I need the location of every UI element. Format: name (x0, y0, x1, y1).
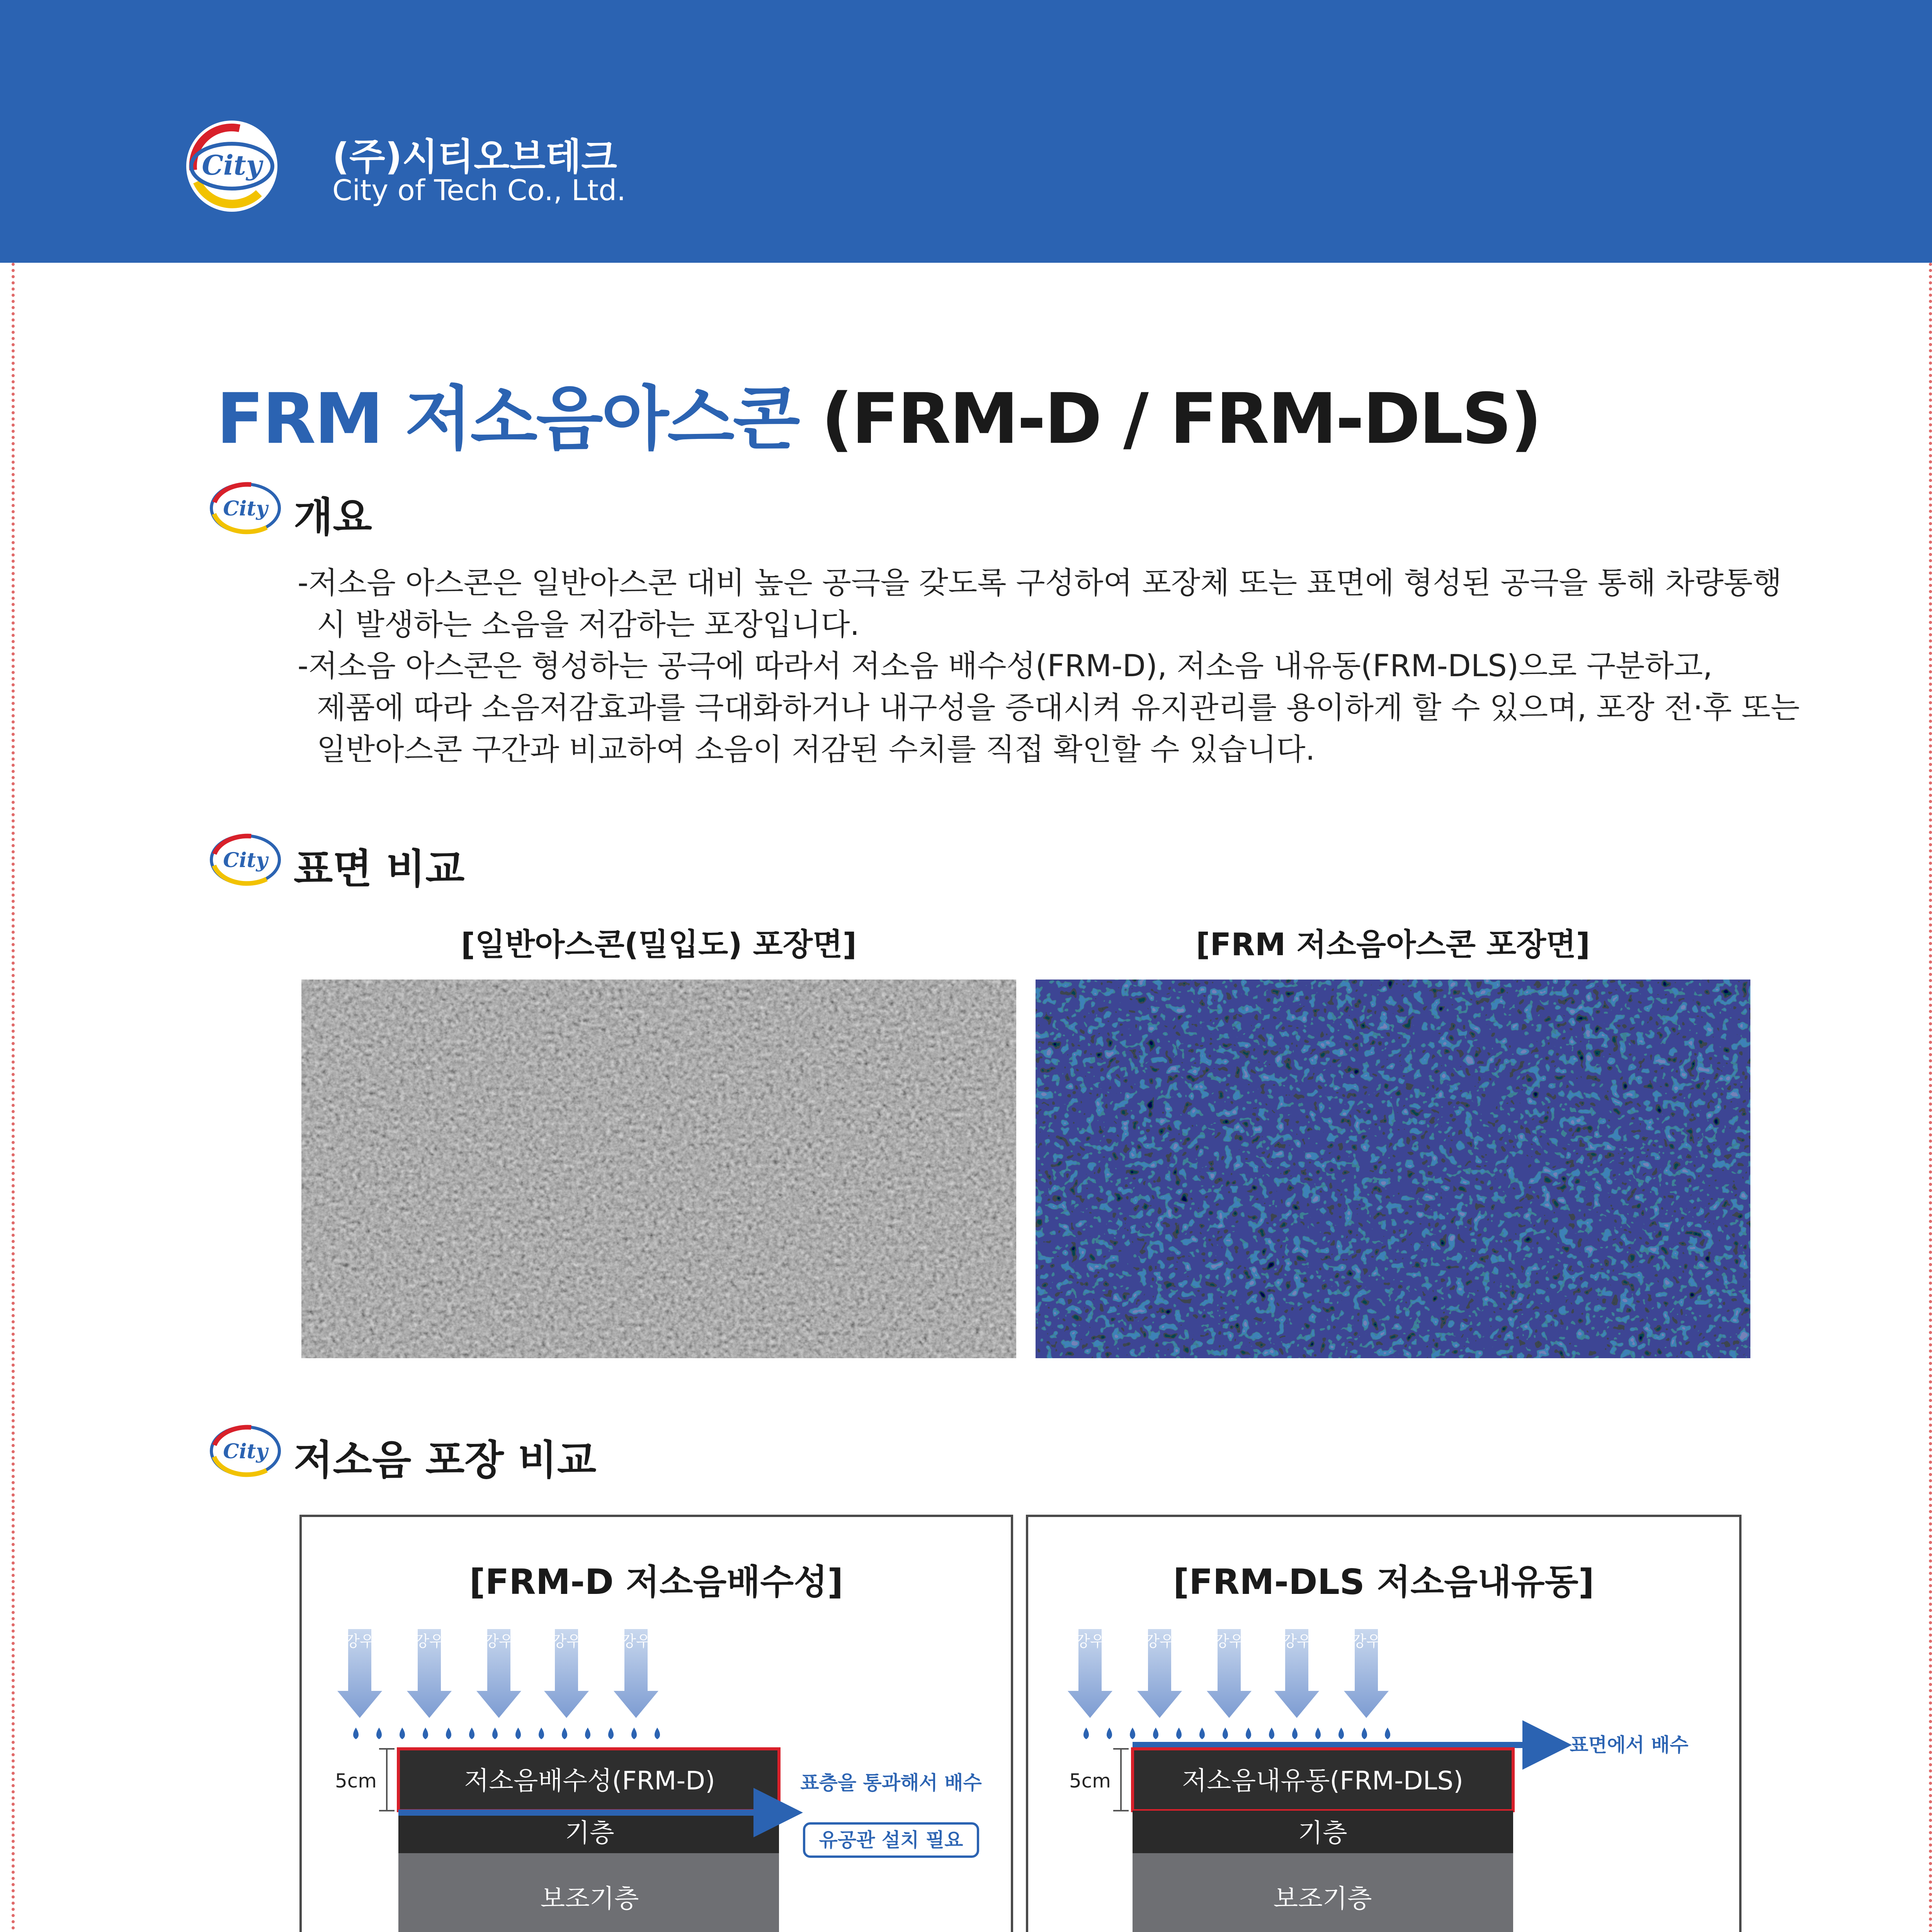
surface-caption-dense: [일반아스콘(밀입도) 포장면] (461, 927, 857, 963)
rain-label: 강우 (345, 1633, 375, 1650)
rain-label: 강우 (1282, 1633, 1312, 1650)
overview-line: 제품에 따라 소음저감효과를 극대화하거나 내구성을 증대시켜 유지관리를 용이하게 할 수 있으며, 포장 전·후 또는 (298, 690, 1800, 725)
layer-label-subbase: 보조기층 (540, 1884, 639, 1913)
overview-paragraph-2 (298, 645, 1800, 770)
diagram-frm-dls (1026, 1515, 1742, 1932)
company-name-en: City of Tech Co., Ltd. (332, 174, 626, 207)
section-icon-wordmark: City (223, 497, 268, 520)
overview-line: 일반아스콘 구간과 비교하여 소음이 저감된 수치를 직접 확인할 수 있습니다. (298, 732, 1315, 767)
surface-caption-frm: [FRM 저소음아스콘 포장면] (1196, 927, 1590, 963)
layer-label-subbase: 보조기층 (1273, 1884, 1372, 1913)
section-title: 개요 (294, 494, 372, 541)
diagram-title: [FRM-DLS 저소음내유동] (1173, 1562, 1594, 1602)
layer-label-base: 기층 (1298, 1818, 1347, 1848)
page-title-sub: (FRM-D / FRM-DLS) (798, 379, 1541, 459)
page-title-main: FRM 저소음아스콘 (216, 379, 799, 459)
section-title: 저소음 포장 비교 (294, 1437, 597, 1484)
logo-wordmark: City (202, 149, 262, 181)
rain-label: 강우 (1214, 1633, 1244, 1650)
rain-label: 강우 (484, 1633, 514, 1650)
thickness-label: 5cm (1069, 1770, 1111, 1792)
company-name-ko: (주)시티오브테크 (332, 135, 617, 179)
overview-line: -저소음 아스콘은 형성하는 공극에 따라서 저소음 배수성(FRM-D), 저소음 내유동(FRM-DLS)으로 구분하고, (298, 649, 1713, 684)
frm-lownoise-surface-photo (1036, 980, 1750, 1358)
section-title: 표면 비교 (294, 845, 465, 893)
city-logo-icon (182, 116, 282, 216)
diagram-frm-d-layers (302, 1517, 1011, 1932)
page-title (216, 363, 1541, 463)
pipe-note: 유공관 설치 필요 (819, 1829, 963, 1851)
page-border-right (1929, 263, 1932, 1932)
drain-note: 표면에서 배수 (1570, 1734, 1689, 1756)
rain-label: 강우 (621, 1633, 651, 1650)
page-border-left (12, 263, 15, 1932)
layer-label-surface: 저소음내유동(FRM-DLS) (1182, 1766, 1464, 1796)
rain-label: 강우 (551, 1633, 582, 1650)
rain-label: 강우 (1145, 1633, 1175, 1650)
rain-drops (353, 1728, 660, 1739)
section-icon-wordmark: City (223, 849, 268, 872)
overview-line: 시 발생하는 소음을 저감하는 포장입니다. (298, 607, 860, 642)
thickness-bracket (1113, 1749, 1129, 1811)
city-section-icon (209, 831, 282, 889)
thickness-label: 5cm (335, 1770, 377, 1792)
thickness-bracket (379, 1749, 395, 1811)
drain-note: 표층을 통과해서 배수 (800, 1772, 982, 1794)
rain-labels (345, 1633, 651, 1650)
city-section-icon (209, 479, 282, 537)
section-icon-wordmark: City (223, 1440, 268, 1463)
diagram-frm-dls-layers (1028, 1517, 1739, 1932)
diagram-frm-d (299, 1515, 1013, 1932)
city-section-icon (209, 1422, 282, 1480)
dense-asphalt-surface-photo (301, 980, 1016, 1358)
overview-line: -저소음 아스콘은 일반아스콘 대비 높은 공극을 갖도록 구성하여 포장체 또는 표면에 형성된 공극을 통해 차량통행 (298, 566, 1782, 600)
layer-label-base: 기층 (565, 1818, 614, 1848)
layer-label-surface: 저소음배수성(FRM-D) (464, 1766, 715, 1796)
rain-label: 강우 (414, 1633, 444, 1650)
rain-label: 강우 (1351, 1633, 1381, 1650)
rain-labels (1075, 1633, 1381, 1650)
rain-label: 강우 (1075, 1633, 1105, 1650)
diagram-title: [FRM-D 저소음배수성] (469, 1562, 844, 1602)
page-header (0, 0, 1932, 263)
overview-paragraph-1 (298, 562, 1782, 646)
rain-drops (1083, 1728, 1390, 1739)
